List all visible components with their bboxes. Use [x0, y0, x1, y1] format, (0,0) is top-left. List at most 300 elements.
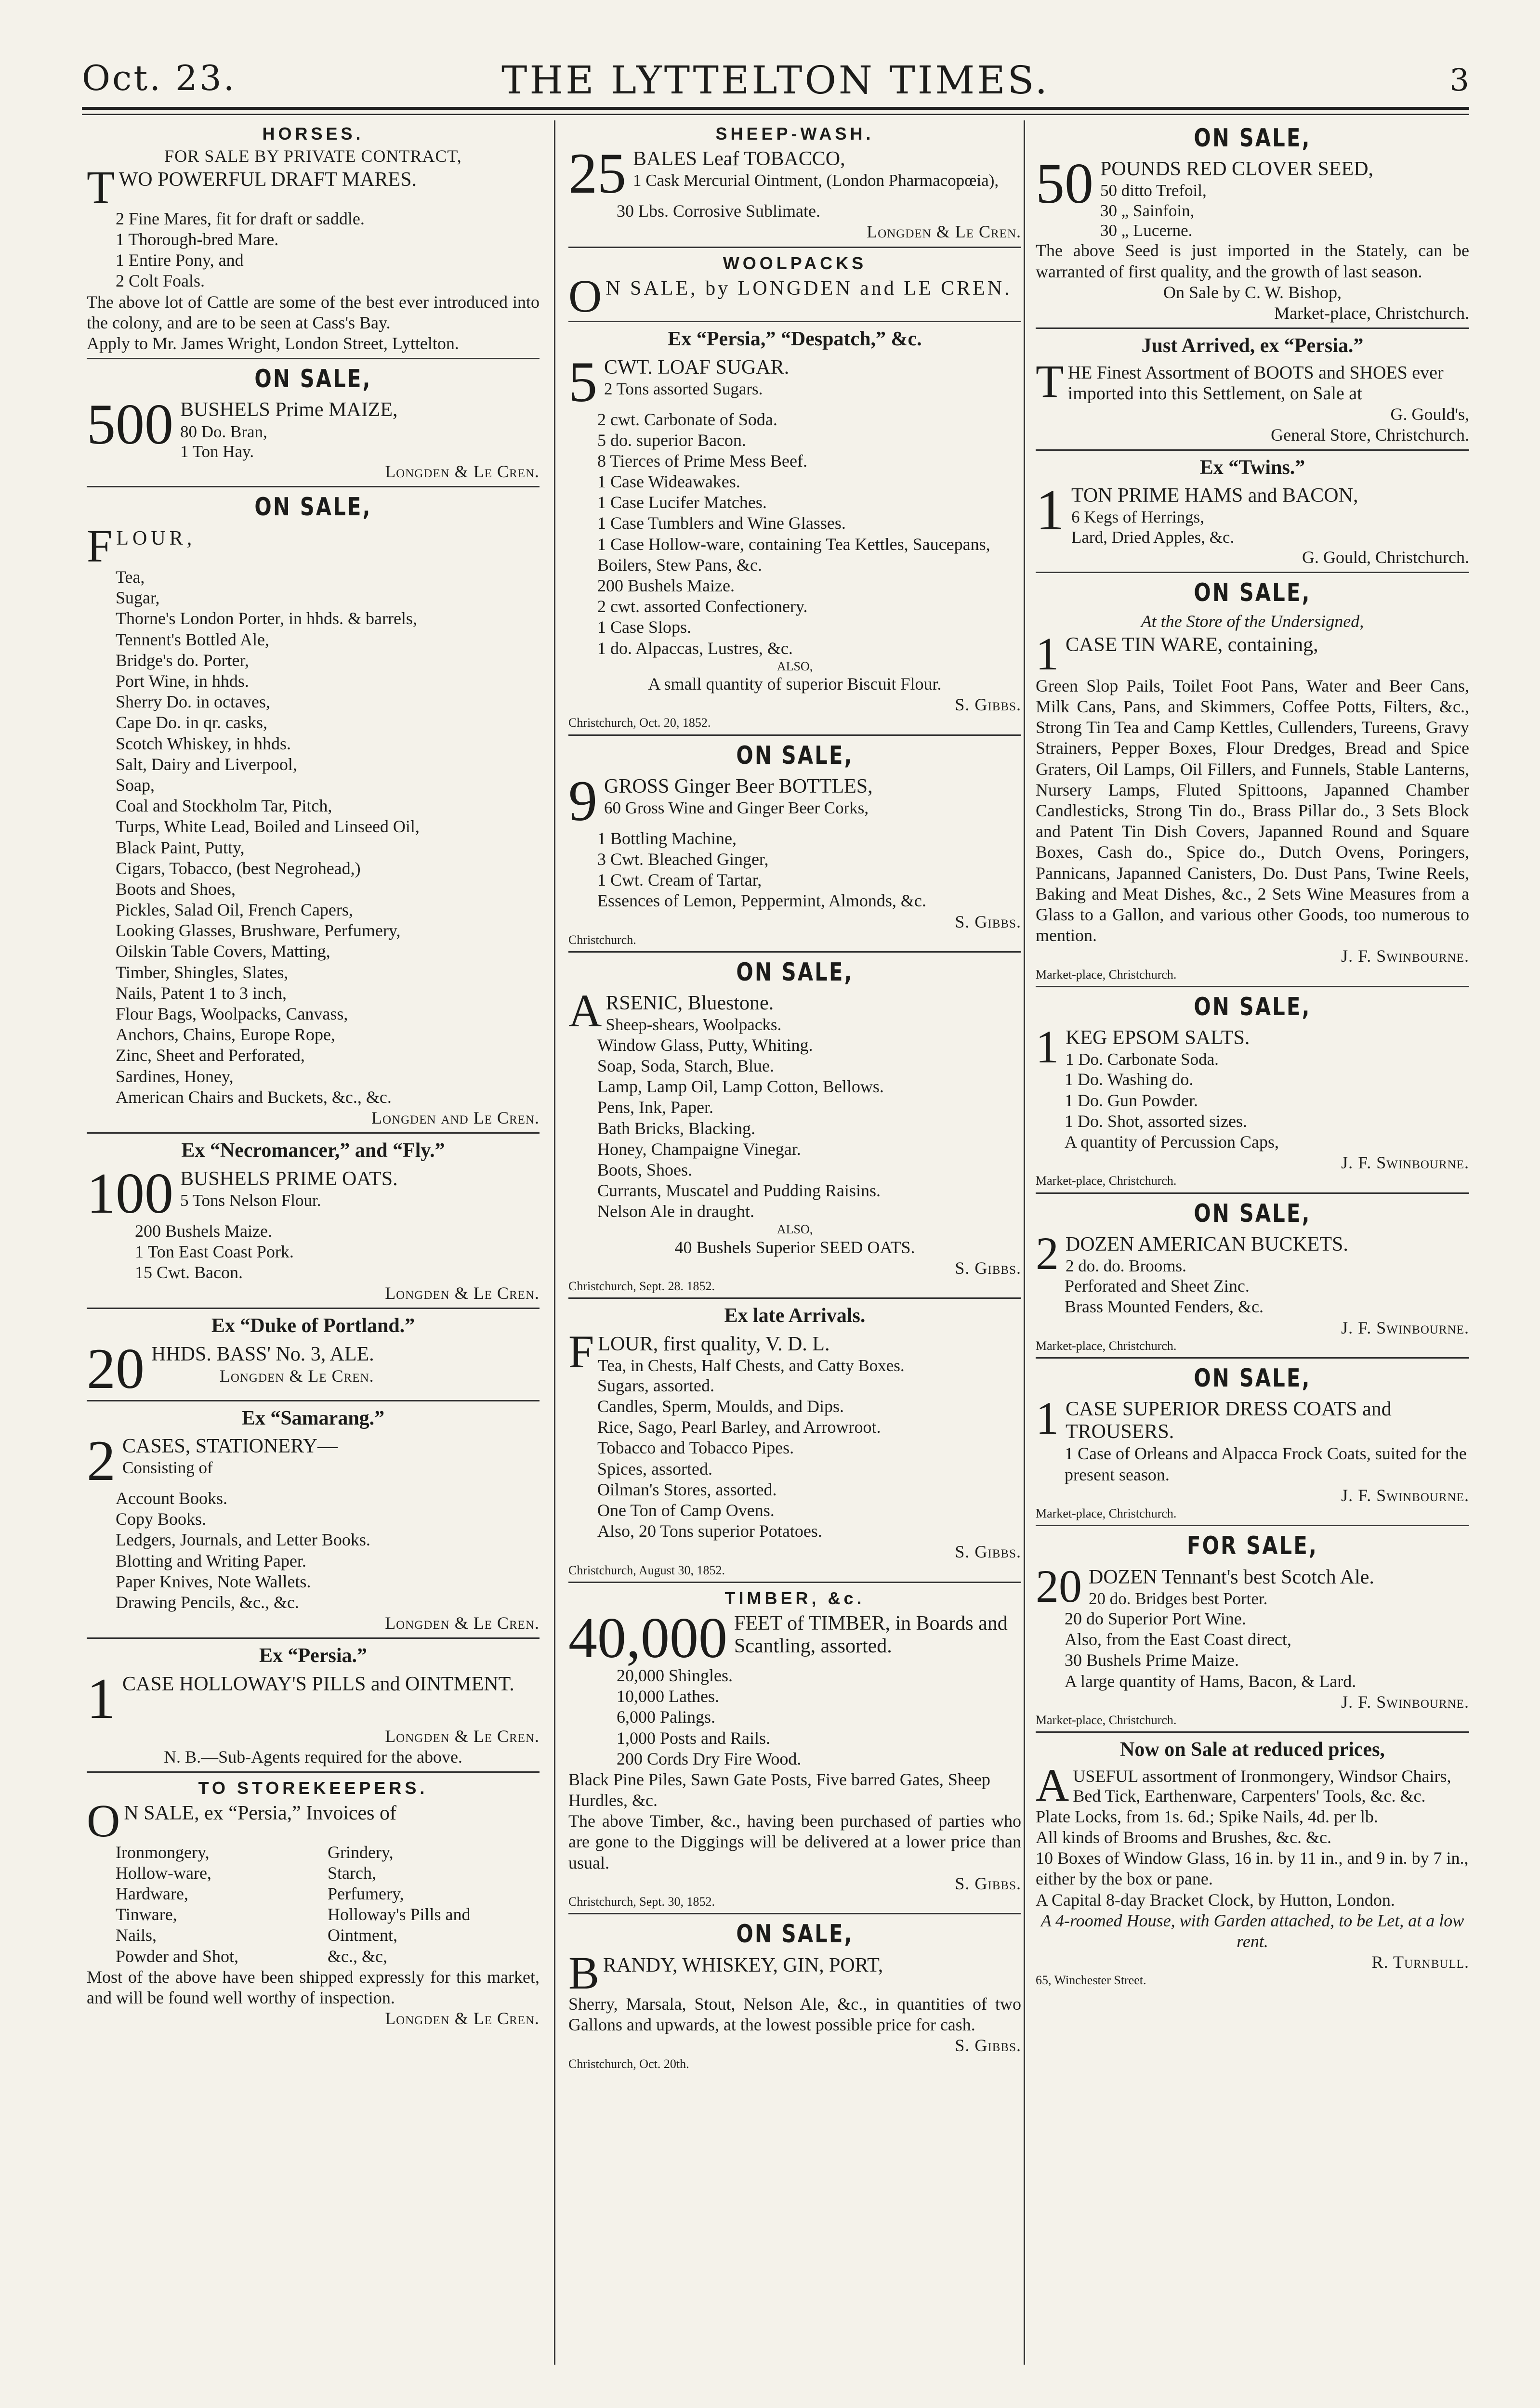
ad-subheading: FOR SALE BY PRIVATE CONTRACT, — [164, 146, 462, 166]
item: Tinware, — [116, 1905, 177, 1924]
drop-cap: F — [87, 520, 113, 572]
item: Window Glass, Putty, Whiting. — [597, 1035, 813, 1055]
ad-title: GROSS Ginger Beer BOTTLES, — [604, 775, 873, 798]
ad-heading: TIMBER, &c. — [724, 1588, 865, 1608]
item: 8 Tierces of Prime Mess Beef. — [597, 451, 807, 471]
item: 6 Kegs of Herrings, — [1071, 508, 1205, 527]
ad-lead — [87, 392, 540, 461]
item: Tea, — [116, 567, 145, 587]
item: Spices, assorted. — [597, 1459, 712, 1479]
drop-cap: O — [87, 1795, 120, 1847]
ad-scotch-ale — [1036, 1531, 1469, 1733]
also-label: ALSO, — [777, 659, 813, 673]
ad-oats — [87, 1139, 540, 1309]
ad-heading: Ex “Persia.” — [259, 1645, 367, 1667]
ad-title: FEET of TIMBER, in Boards and Scantling, assorted. — [734, 1612, 1008, 1658]
ad-lead — [568, 768, 1021, 833]
ad-arsenic — [568, 957, 1021, 1299]
ad-bottles — [568, 741, 1021, 953]
item: Consisting of — [122, 1458, 213, 1478]
item: Lamp, Lamp Oil, Lamp Cotton, Bellows. — [597, 1077, 884, 1097]
ad-signature: Longden & Le Cren. — [385, 462, 540, 482]
ad-heading: Ex “Twins.” — [1199, 456, 1305, 479]
item: 2 Colt Foals. — [116, 271, 205, 291]
big-numeral: 20 — [1036, 1560, 1082, 1612]
ad-title: CASE HOLLOWAY'S PILLS and OINTMENT. — [122, 1673, 514, 1695]
ad-place: Market-place, Christchurch. — [1036, 1174, 1177, 1188]
ad-place: Market-place, Christchurch. — [1036, 1713, 1177, 1727]
ad-apply: Apply to Mr. James Wright, London Street, Lyttelton. — [87, 333, 459, 353]
item: Timber, Shingles, Slates, — [116, 962, 289, 982]
item: 200 Cords Dry Fire Wood. — [617, 1749, 802, 1768]
ad-dateline: Christchurch, August 30, 1852. — [568, 1563, 725, 1577]
big-numeral: 50 — [1036, 151, 1093, 216]
ad-signature: S. Gibbs. — [955, 1258, 1021, 1278]
ad-lead — [1036, 1227, 1469, 1279]
ad-place: General Store, Christchurch. — [1271, 425, 1469, 445]
ad-title: BUSHELS PRIME OATS. — [180, 1167, 398, 1190]
ad-stationery — [87, 1406, 540, 1639]
item: Port Wine, in hhds. — [116, 671, 249, 691]
item: Oilskin Table Covers, Matting, — [116, 942, 330, 961]
item: Turps, White Lead, Boiled and Linseed Oil, — [116, 817, 420, 837]
ad-brandy — [568, 1919, 1021, 2075]
big-numeral: 25 — [568, 141, 626, 206]
ad-title: HHDS. BASS' No. 3, ALE. — [151, 1343, 374, 1365]
ad-signature: G. Gould's, — [1390, 404, 1469, 424]
ad-house-to-let: A 4-roomed House, with Garden attached, to be Let, at a low rent. — [1040, 1911, 1464, 1951]
ad-heading: TO STOREKEEPERS. — [198, 1778, 428, 1798]
ad-lead — [87, 1161, 540, 1225]
item: Account Books. — [116, 1489, 227, 1508]
ad-lead — [87, 1428, 540, 1493]
item: Looking Glasses, Brushware, Perfumery, — [116, 921, 401, 941]
item: American Chairs and Buckets, &c., &c. — [116, 1087, 392, 1107]
ad-lead — [1036, 1560, 1469, 1612]
ad-lead — [87, 1336, 540, 1400]
item: Sugar, — [116, 588, 160, 608]
ad-maize — [87, 364, 540, 487]
item: 1 Ton East Coast Pork. — [135, 1242, 294, 1261]
item: Salt, Dairy and Liverpool, — [116, 754, 297, 774]
ad-heading: ON SALE, — [1194, 1199, 1311, 1228]
item: Cigars, Tobacco, (best Negrohead,) — [116, 858, 361, 878]
big-numeral: 2 — [87, 1428, 116, 1493]
item: Paper Knives, Note Wallets. — [116, 1571, 311, 1591]
item: 1 Do. Shot, assorted sizes. — [1065, 1111, 1247, 1131]
ad-signature: Longden & Le Cren. — [385, 1613, 540, 1633]
item-grid — [116, 1842, 540, 1967]
ad-holloway — [87, 1644, 540, 1773]
item: 1 Case Tumblers and Wine Glasses. — [597, 513, 846, 533]
ad-lead — [1036, 628, 1469, 680]
ad-flour — [87, 492, 540, 1134]
ad-heading: ON SALE, — [736, 1920, 854, 1949]
item: Drawing Pencils, &c., &c. — [116, 1592, 299, 1612]
ad-tin-ware — [1036, 578, 1469, 987]
big-numeral: 1 — [1036, 1021, 1059, 1073]
big-numeral: 1 — [87, 1666, 116, 1730]
item: 1 Do. Washing do. — [1065, 1070, 1194, 1089]
drop-cap: F — [568, 1325, 594, 1377]
item: Hollow-ware, — [116, 1863, 211, 1883]
ad-dress-coats — [1036, 1363, 1469, 1526]
item: Sugars, assorted. — [597, 1375, 714, 1395]
ad-title: HE Finest Assortment of BOOTS and SHOES ever imported into this Settlement, on Sale at — [1067, 363, 1444, 404]
item: 20 do Superior Port Wine. — [1065, 1609, 1246, 1628]
item: Plate Locks, from 1s. 6d.; Spike Nails, 4d. per lb. — [1036, 1806, 1378, 1826]
masthead-rule-thin — [82, 114, 1469, 115]
ad-title: USEFUL assortment of Ironmongery, Windsor Chairs, Bed Tick, Earthenware, Carpenters' Tools, &c. &c. — [1073, 1767, 1451, 1806]
ad-heading: ON SALE, — [736, 958, 854, 987]
item: 5 Tons Nelson Flour. — [180, 1191, 321, 1210]
ad-title: RANDY, WHISKEY, GIN, PORT, — [603, 1954, 883, 1976]
ad-heading: Now on Sale at reduced prices, — [1120, 1739, 1385, 1761]
item: Currants, Muscatel and Pudding Raisins. — [597, 1181, 881, 1201]
ad-lead — [87, 1795, 540, 1847]
item: Tennent's Bottled Ale, — [116, 629, 269, 649]
item: 1 Case Lucifer Matches. — [597, 493, 767, 512]
ad-title: N SALE, ex “Persia,” Invoices of — [124, 1802, 396, 1825]
item: Coal and Stockholm Tar, Pitch, — [116, 796, 332, 816]
ad-heading: ON SALE, — [254, 493, 372, 522]
item: 3 Cwt. Bleached Ginger, — [597, 850, 769, 869]
item: Ointment, — [328, 1925, 397, 1945]
item: A large quantity of Hams, Bacon, & Lard. — [1065, 1671, 1356, 1691]
ad-heading: HORSES. — [262, 124, 364, 144]
ad-signature: Longden & Le Cren. — [219, 1366, 374, 1386]
item: 80 Do. Bran, — [180, 422, 267, 441]
ad-heading: SHEEP-WASH. — [715, 124, 874, 144]
ad-signature: S. Gibbs. — [955, 695, 1021, 715]
item: 1 Case Slops. — [597, 617, 692, 637]
ad-clover-seed — [1036, 123, 1469, 329]
ad-title: CWT. LOAF SUGAR. — [604, 356, 790, 379]
ad-body: The above Seed is just imported in the Stately, can be warranted of first quality, and the growth of last season. — [1036, 241, 1469, 281]
ad-title: LOUR, first quality, V. D. L. — [598, 1333, 830, 1355]
item: 1 Thorough-bred Mare. — [116, 229, 279, 249]
ad-lead — [87, 1666, 540, 1730]
ad-heading: ON SALE, — [1194, 578, 1311, 608]
ad-signature: G. Gould, Christchurch. — [1302, 547, 1469, 567]
ad-dateline: Christchurch, Oct. 20th. — [568, 2056, 689, 2071]
ad-heading: Ex “Necromancer,” and “Fly.” — [181, 1139, 445, 1162]
item: Brass Mounted Fenders, &c. — [1065, 1297, 1264, 1317]
ad-heading: Ex late Arrivals. — [724, 1305, 866, 1327]
item: Oilman's Stores, assorted. — [597, 1479, 777, 1499]
ad-lead — [568, 1325, 1021, 1377]
item: Honey, Champaigne Vinegar. — [597, 1139, 801, 1159]
item: Starch, — [328, 1863, 376, 1883]
item: 60 Gross Wine and Ginger Beer Corks, — [604, 798, 869, 817]
item: 1 Do. Gun Powder. — [1065, 1090, 1198, 1110]
item: Scotch Whiskey, in hhds. — [116, 733, 291, 753]
item: 40 Bushels Superior SEED OATS. — [674, 1237, 915, 1257]
ad-place: Market-place, Christchurch. — [1036, 1338, 1177, 1353]
column-rule — [1024, 120, 1025, 2365]
item: 30 „ Sainfoin, — [1100, 201, 1195, 220]
item: Boots, Shoes. — [597, 1160, 693, 1179]
item: Boots and Shoes, — [116, 879, 236, 899]
item: 1 Case of Orleans and Alpacca Frock Coats, suited for the present season. — [1065, 1444, 1467, 1484]
ad-lead — [568, 141, 1021, 206]
page-number: 3 — [1449, 63, 1469, 98]
item: Lard, Dried Apples, &c. — [1071, 527, 1235, 547]
ad-place: Market-place, Christchurch. — [1036, 1506, 1177, 1521]
item: Ledgers, Journals, and Letter Books. — [116, 1530, 370, 1550]
ad-signature: S. Gibbs. — [955, 912, 1021, 931]
ad-signature: S. Gibbs. — [955, 1542, 1021, 1562]
ad-ironmongery — [1036, 1738, 1469, 1991]
ad-boots-shoes — [1036, 334, 1469, 451]
drop-cap: T — [1036, 355, 1064, 407]
ad-lead — [1036, 1759, 1469, 1811]
item: Soap, Soda, Starch, Blue. — [597, 1056, 774, 1075]
ad-lead — [1036, 151, 1469, 240]
ad-signature: J. F. Swinbourne. — [1341, 946, 1469, 966]
issue-date: Oct. 23. — [82, 58, 237, 98]
item: 1 Ton Hay. — [180, 442, 254, 461]
ad-signature: J. F. Swinbourne. — [1341, 1153, 1469, 1173]
big-numeral: 2 — [1036, 1227, 1059, 1279]
ad-lead — [568, 349, 1021, 414]
ad-heading: ON SALE, — [1194, 1364, 1311, 1393]
item: 30 Lbs. Corrosive Sublimate. — [617, 201, 820, 221]
ad-title: WO POWERFUL DRAFT MARES. — [118, 169, 417, 191]
item: Also, 20 Tons superior Potatoes. — [597, 1521, 822, 1541]
item: 1 Entire Pony, and — [116, 250, 244, 270]
item: Thorne's London Porter, in hhds. & barrels, — [116, 609, 417, 628]
item: 6,000 Palings. — [617, 1707, 716, 1727]
ad-bass-ale — [87, 1314, 540, 1401]
item: 20 do. Bridges best Porter. — [1089, 1589, 1268, 1608]
item: Nails, Patent 1 to 3 inch, — [116, 983, 287, 1003]
ad-title: N SALE, by LONGDEN and LE CREN. — [605, 277, 1012, 300]
ad-title: BUSHELS Prime MAIZE, — [180, 399, 398, 421]
ad-title: POUNDS RED CLOVER SEED, — [1100, 158, 1374, 181]
ad-subheading: At the Store of the Undersigned, — [1141, 611, 1364, 631]
item: Cape Do. in qr. casks, — [116, 713, 267, 733]
ad-lead — [568, 1605, 1021, 1670]
ad-signature: J. F. Swinbourne. — [1341, 1692, 1469, 1712]
item: Blotting and Writing Paper. — [116, 1551, 306, 1570]
item: Ironmongery, — [116, 1842, 210, 1862]
ad-signature: Longden and Le Cren. — [371, 1108, 540, 1127]
ad-title: RSENIC, Bluestone. — [605, 992, 774, 1015]
item: 2 cwt. assorted Confectionery. — [597, 597, 808, 616]
item: Hardware, — [116, 1884, 188, 1904]
ad-heading: WOOLPACKS — [723, 253, 867, 273]
ad-lead — [1036, 1392, 1469, 1444]
ad-lead — [568, 270, 1021, 322]
big-numeral: 40,000 — [568, 1605, 727, 1670]
big-numeral: 20 — [87, 1336, 145, 1400]
ad-sale-line: On Sale by C. W. Bishop, — [1163, 282, 1342, 302]
ad-epsom-salts — [1036, 992, 1469, 1194]
item: Tobacco and Tobacco Pipes. — [597, 1438, 794, 1458]
ad-dateline: Christchurch, Sept. 30, 1852. — [568, 1895, 715, 1909]
column-rule — [554, 120, 555, 2365]
ad-signature: Longden & Le Cren. — [385, 2009, 540, 2028]
ad-heading: Ex “Samarang.” — [241, 1407, 385, 1429]
item: 1 Do. Carbonate Soda. — [1066, 1050, 1219, 1069]
ad-heading: Just Arrived, ex “Persia.” — [1141, 335, 1364, 357]
ad-title: DOZEN Tennant's best Scotch Ale. — [1089, 1566, 1374, 1588]
ad-woolpacks — [568, 253, 1021, 323]
ad-signature: J. F. Swinbourne. — [1341, 1485, 1469, 1505]
big-numeral: 1 — [1036, 628, 1059, 680]
ad-lead — [1036, 1021, 1469, 1073]
ad-title: TON PRIME HAMS and BACON, — [1071, 484, 1358, 507]
ad-heading: ON SALE, — [736, 741, 854, 770]
ad-note: N. B.—Sub-Agents required for the above. — [164, 1747, 462, 1767]
item: Essences of Lemon, Peppermint, Almonds, &c. — [597, 891, 926, 911]
item: Nails, — [116, 1925, 157, 1945]
drop-cap: A — [568, 985, 602, 1037]
item: Candles, Sperm, Moulds, and Dips. — [597, 1397, 844, 1416]
ad-lead — [87, 161, 540, 213]
big-numeral: 1 — [1036, 1392, 1059, 1444]
item: Flour Bags, Woolpacks, Canvass, — [116, 1004, 348, 1023]
column-2 — [568, 120, 1021, 2365]
item: Holloway's Pills and — [328, 1905, 471, 1924]
item: 1 Case Hollow-ware, containing Tea Kettles, Saucepans, Boilers, Stew Pans, &c. — [597, 534, 990, 575]
ad-loaf-sugar — [568, 327, 1021, 735]
item: Sherry Do. in octaves, — [116, 692, 270, 712]
ad-heading: ON SALE, — [1194, 992, 1311, 1021]
ad-sheep-wash — [568, 123, 1021, 248]
big-numeral: 500 — [87, 392, 173, 457]
column-3 — [1036, 120, 1469, 2365]
item: Sheep-shears, Woolpacks. — [605, 1015, 782, 1034]
item: Rice, Sago, Pearl Barley, and Arrowroot. — [597, 1417, 881, 1437]
ad-signature: Longden & Le Cren. — [385, 1726, 540, 1746]
ad-signature: Longden & Le Cren. — [385, 1283, 540, 1303]
ad-body: Green Slop Pails, Toilet Foot Pans, Water and Beer Cans, Milk Cans, Pans, and Skimmers, Coffee Potts, Filters, &c., Strong Tin Tea and Camp Kettles, Cullenders, Tureens, Gravy Strainers, Pepper Boxes, Flour Dredges, Bread and Spice Graters, Oil Lamps, Oil Fillers, and Funnels, Stable Lanterns, Nursery Lamps, Fluted Spittoons, Japanned Chamber Candlesticks, Strong Tin do., Brass Pillar do., 3 Sets Block and Patent Tin Dish Covers, Japanned Round and Square Boxes, Cash do., Spice do., Dutch Ovens, Poringers, Pannicans, Japanned Canisters, Do. Dust Pans, Twine Reels, Baking and Meat Dishes, &c., 2 Sets Wine Measures from a Glass to a Gallon, and various other Goods, too numerous to mention. — [1036, 676, 1469, 945]
ad-heading: ON SALE, — [1194, 124, 1311, 153]
column-1 — [87, 120, 540, 2365]
item: 2 Tons assorted Sugars. — [604, 379, 763, 398]
item: Also, from the East Coast direct, — [1065, 1630, 1291, 1649]
ad-dateline: Christchurch, Oct. 20, 1852. — [568, 716, 711, 730]
item: Black Paint, Putty, — [116, 838, 245, 857]
ad-dateline: Christchurch, Sept. 28. 1852. — [568, 1279, 715, 1294]
ad-place: 65, Winchester Street. — [1036, 1973, 1146, 1988]
ad-title: LOUR, — [116, 527, 196, 550]
ad-title: BALES Leaf TOBACCO, — [633, 148, 845, 170]
ad-signature: Longden & Le Cren. — [867, 222, 1021, 242]
item: Bath Bricks, Blacking. — [597, 1118, 755, 1138]
ad-dateline: Christchurch. — [568, 932, 636, 947]
ad-title: CASE SUPERIOR DRESS COATS and TROUSERS. — [1066, 1398, 1392, 1443]
newspaper-title: THE LYTTELTON TIMES. — [501, 58, 1050, 103]
item: Pens, Ink, Paper. — [597, 1098, 713, 1117]
ad-title: CASES, STATIONERY— — [122, 1435, 338, 1458]
item: Powder and Shot, — [116, 1946, 238, 1966]
item: 1 Bottling Machine, — [597, 828, 737, 848]
item: Perfumery, — [328, 1884, 404, 1904]
item: All kinds of Brooms and Brushes, &c. &c. — [1036, 1828, 1331, 1847]
ad-place: Market-place, Christchurch. — [1274, 303, 1469, 323]
ad-lead — [568, 985, 1021, 1037]
item: Tea, in Chests, Half Chests, and Catty Boxes. — [598, 1356, 905, 1375]
item: Sardines, Honey, — [116, 1066, 234, 1086]
ad-signature: J. F. Swinbourne. — [1341, 1318, 1469, 1337]
item: Soap, — [116, 775, 155, 795]
item: 10,000 Lathes. — [617, 1687, 719, 1706]
item: 1 Case Wideawakes. — [597, 472, 740, 492]
ad-body: Sherry, Marsala, Stout, Nelson Ale, &c., in quantities of two Gallons and upwards, at the lowest possible price for cash. — [568, 1994, 1021, 2035]
ad-lead — [1036, 355, 1469, 407]
ad-signature: S. Gibbs. — [955, 1873, 1021, 1893]
item: Zinc, Sheet and Perforated, — [116, 1046, 305, 1065]
item: 20,000 Shingles. — [617, 1665, 733, 1685]
item: Copy Books. — [116, 1509, 207, 1529]
item: A small quantity of superior Biscuit Flour. — [648, 674, 942, 694]
item: Anchors, Chains, Europe Rope, — [116, 1025, 335, 1045]
item: 10 Boxes of Window Glass, 16 in. by 11 in., and 9 in. by 7 in., either by the box or pane. — [1036, 1848, 1469, 1889]
drop-cap: O — [568, 270, 602, 322]
ad-late-arrivals — [568, 1304, 1021, 1583]
item: 2 do. do. Brooms. — [1066, 1256, 1186, 1275]
item: A quantity of Percussion Caps, — [1065, 1132, 1279, 1152]
item: 1 Cask Mercurial Ointment, (London Pharmacopœia), — [633, 171, 999, 190]
big-numeral: 1 — [1036, 478, 1065, 542]
ad-title: CASE TIN WARE, containing, — [1066, 633, 1318, 656]
masthead-rule — [82, 107, 1469, 110]
item: 1 Cwt. Cream of Tartar, — [597, 870, 762, 890]
ad-place: Market-place, Christchurch. — [1036, 967, 1177, 982]
drop-cap: T — [87, 161, 115, 213]
ad-body: Most of the above have been shipped expressly for this market, and will be found well worthy of inspection. — [87, 1967, 540, 2008]
item: Grindery, — [328, 1842, 394, 1862]
item: Perforated and Sheet Zinc. — [1065, 1276, 1250, 1296]
item: 30 Bushels Prime Maize. — [1065, 1650, 1239, 1670]
item: 30 „ Lucerne. — [1100, 221, 1193, 240]
item: Black Pine Piles, Sawn Gate Posts, Five barred Gates, Sheep Hurdles, &c. — [568, 1769, 990, 1810]
ad-heading: ON SALE, — [254, 365, 372, 394]
ad-buckets — [1036, 1199, 1469, 1359]
ad-title: DOZEN AMERICAN BUCKETS. — [1066, 1233, 1348, 1256]
drop-cap: B — [568, 1947, 600, 1999]
big-numeral: 9 — [568, 768, 597, 833]
item: Nelson Ale in draught. — [597, 1202, 754, 1221]
big-numeral: 5 — [568, 349, 597, 414]
big-numeral: 100 — [87, 1161, 173, 1225]
ad-signature: S. Gibbs. — [955, 2036, 1021, 2055]
ad-hams — [1036, 456, 1469, 573]
item: One Ton of Camp Ovens. — [597, 1501, 775, 1520]
ad-heading: Ex “Duke of Portland.” — [211, 1315, 415, 1337]
ad-lead — [568, 1947, 1021, 1999]
ad-lead — [87, 520, 540, 572]
ad-timber — [568, 1588, 1021, 1914]
item: 200 Bushels Maize. — [135, 1221, 272, 1241]
item: 1,000 Posts and Rails. — [617, 1728, 771, 1748]
item: 1 do. Alpaccas, Lustres, &c. — [597, 638, 793, 658]
ad-heading: FOR SALE, — [1187, 1531, 1318, 1561]
ad-body: The above Timber, &c., having been purchased of parties who are gone to the Diggings will be delivered at a lower price than usual. — [568, 1811, 1021, 1872]
item: A Capital 8-day Bracket Clock, by Hutton, London. — [1036, 1890, 1395, 1910]
ad-storekeepers — [87, 1778, 540, 2033]
item-list — [87, 567, 540, 1108]
item: Pickles, Salad Oil, French Capers, — [116, 900, 353, 920]
item: 50 ditto Trefoil, — [1100, 181, 1207, 200]
ad-body: The above lot of Cattle are some of the best ever introduced into the colony, and are to be seen at Cass's Bay. — [87, 292, 540, 332]
item: &c., &c, — [328, 1946, 387, 1966]
drop-cap: A — [1036, 1759, 1069, 1811]
item: 200 Bushels Maize. — [597, 576, 735, 596]
